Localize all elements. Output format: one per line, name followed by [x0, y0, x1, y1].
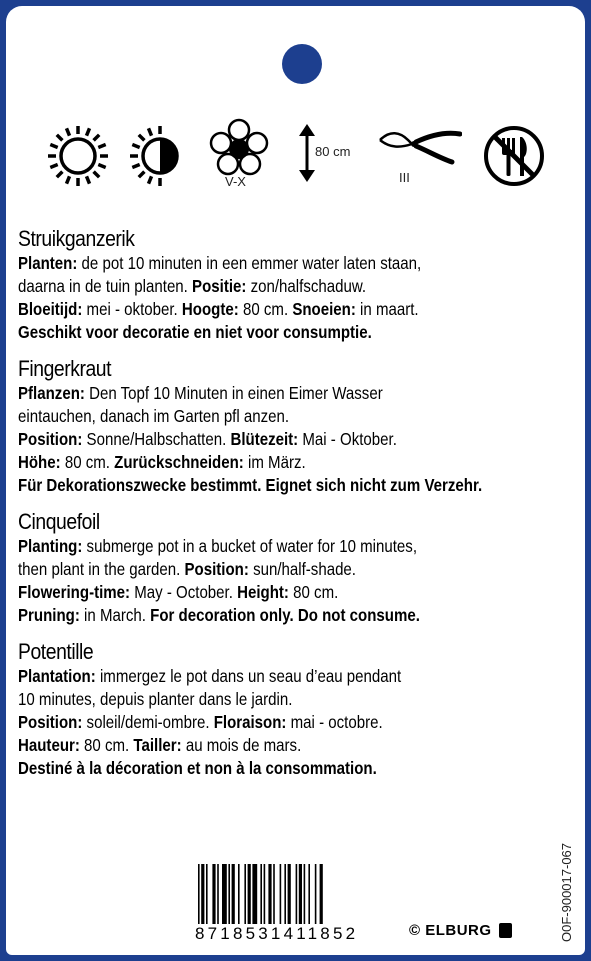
bold-text: Tailler: [133, 735, 182, 755]
bold-text: Pflanzen: [18, 383, 85, 403]
text-line [18, 451, 500, 474]
bold-text: Positie: [192, 276, 247, 296]
text-line [18, 275, 500, 298]
text-line [18, 382, 500, 405]
text-line [18, 252, 500, 275]
pruning-shears-icon [378, 126, 462, 166]
text-line [18, 558, 500, 581]
bold-text: Geschikt voor decoratie en niet voor consumptie. [18, 322, 372, 342]
text: May - October. [130, 582, 238, 602]
text-line [18, 321, 500, 344]
text: Den Topf 10 Minuten in einen Eimer Wasser [84, 383, 383, 403]
text: 80 cm. [238, 299, 293, 319]
section [18, 509, 578, 627]
brand-name: © ELBURG [409, 922, 492, 939]
bold-text: Hoogte: [181, 299, 239, 319]
text-line [18, 688, 500, 711]
section [18, 356, 578, 497]
bold-text: Snoeien: [292, 299, 356, 319]
brand-logo [409, 922, 512, 939]
text: zon/halfschaduw. [246, 276, 367, 296]
bold-text: Pruning: [18, 605, 80, 625]
barcode-number: 8718531411852 [192, 924, 361, 944]
section-title: Struikganzerik [18, 226, 135, 251]
text-line [18, 535, 500, 558]
bold-text: Für Dekorationszwecke bestimmt. Eignet sich nicht zum Verzehr. [18, 475, 483, 495]
text-line [18, 428, 500, 451]
bold-text: Planten: [18, 253, 78, 273]
text-line [18, 665, 500, 688]
bold-text: Zurückschneiden: [114, 452, 244, 472]
text: immergez le pot dans un seau d’eau pendant [95, 666, 402, 686]
section-title: Cinquefoil [18, 509, 100, 534]
flower-icon [208, 118, 270, 180]
text-line [18, 581, 500, 604]
plant-label [6, 6, 585, 955]
flower-caption: V-X [225, 174, 246, 189]
bold-text: Floraison: [213, 712, 287, 732]
bold-text: Plantation: [18, 666, 96, 686]
text: sun/half-shade. [248, 559, 356, 579]
section-title: Fingerkraut [18, 356, 112, 381]
text: 80 cm. [60, 452, 115, 472]
bold-text: Destiné à la décoration et non à la consommation. [18, 758, 377, 778]
text-line [18, 757, 500, 780]
instructions [18, 226, 578, 792]
text: 80 cm. [288, 582, 339, 602]
bold-text: Flowering-time: [18, 582, 131, 602]
height-caption: 80 cm [315, 144, 351, 159]
pruning-caption: III [399, 170, 410, 185]
text: in maart. [355, 299, 419, 319]
hang-hole [282, 44, 322, 84]
not-edible-icon [482, 124, 546, 188]
bold-text: Planting: [18, 536, 83, 556]
text: Sonne/Halbschatten. [82, 429, 231, 449]
text-line [18, 734, 500, 757]
text-line [18, 604, 500, 627]
text: Mai - Oktober. [298, 429, 397, 449]
bold-text: Height: [237, 582, 289, 602]
text-line [18, 298, 500, 321]
text: submerge pot in a bucket of water for 10 minutes, [82, 536, 417, 556]
text-line [18, 474, 500, 497]
text: 80 cm. [79, 735, 134, 755]
full-sun-icon [46, 124, 110, 188]
bold-text: Position: [184, 559, 249, 579]
section [18, 639, 578, 780]
text: au mois de mars. [181, 735, 302, 755]
text: eintauchen, danach im Garten pfl anzen. [18, 406, 290, 426]
text: mei - oktober. [82, 299, 182, 319]
product-code: O0F-900017-067 [559, 842, 574, 942]
brand-tag-icon [499, 923, 512, 938]
bold-text: Hauteur: [18, 735, 80, 755]
text-line [18, 405, 500, 428]
section-title: Potentille [18, 639, 94, 664]
bold-text: Position: [18, 429, 83, 449]
bold-text: Blütezeit: [230, 429, 299, 449]
text: de pot 10 minuten in een emmer water laten staan, [77, 253, 422, 273]
section [18, 226, 578, 344]
half-shade-icon [128, 124, 192, 188]
text: im März. [243, 452, 306, 472]
text: in March. [79, 605, 151, 625]
bold-text: Position: [18, 712, 83, 732]
bold-text: Höhe: [18, 452, 61, 472]
text: then plant in the garden. [18, 559, 185, 579]
text: soleil/demi-ombre. [82, 712, 214, 732]
text: 10 minutes, depuis planter dans le jardin. [18, 689, 293, 709]
bold-text: For decoration only. Do not consume. [150, 605, 420, 625]
bold-text: Bloeitijd: [18, 299, 83, 319]
text: daarna in de tuin planten. [18, 276, 193, 296]
text: mai - octobre. [286, 712, 383, 732]
text-line [18, 711, 500, 734]
